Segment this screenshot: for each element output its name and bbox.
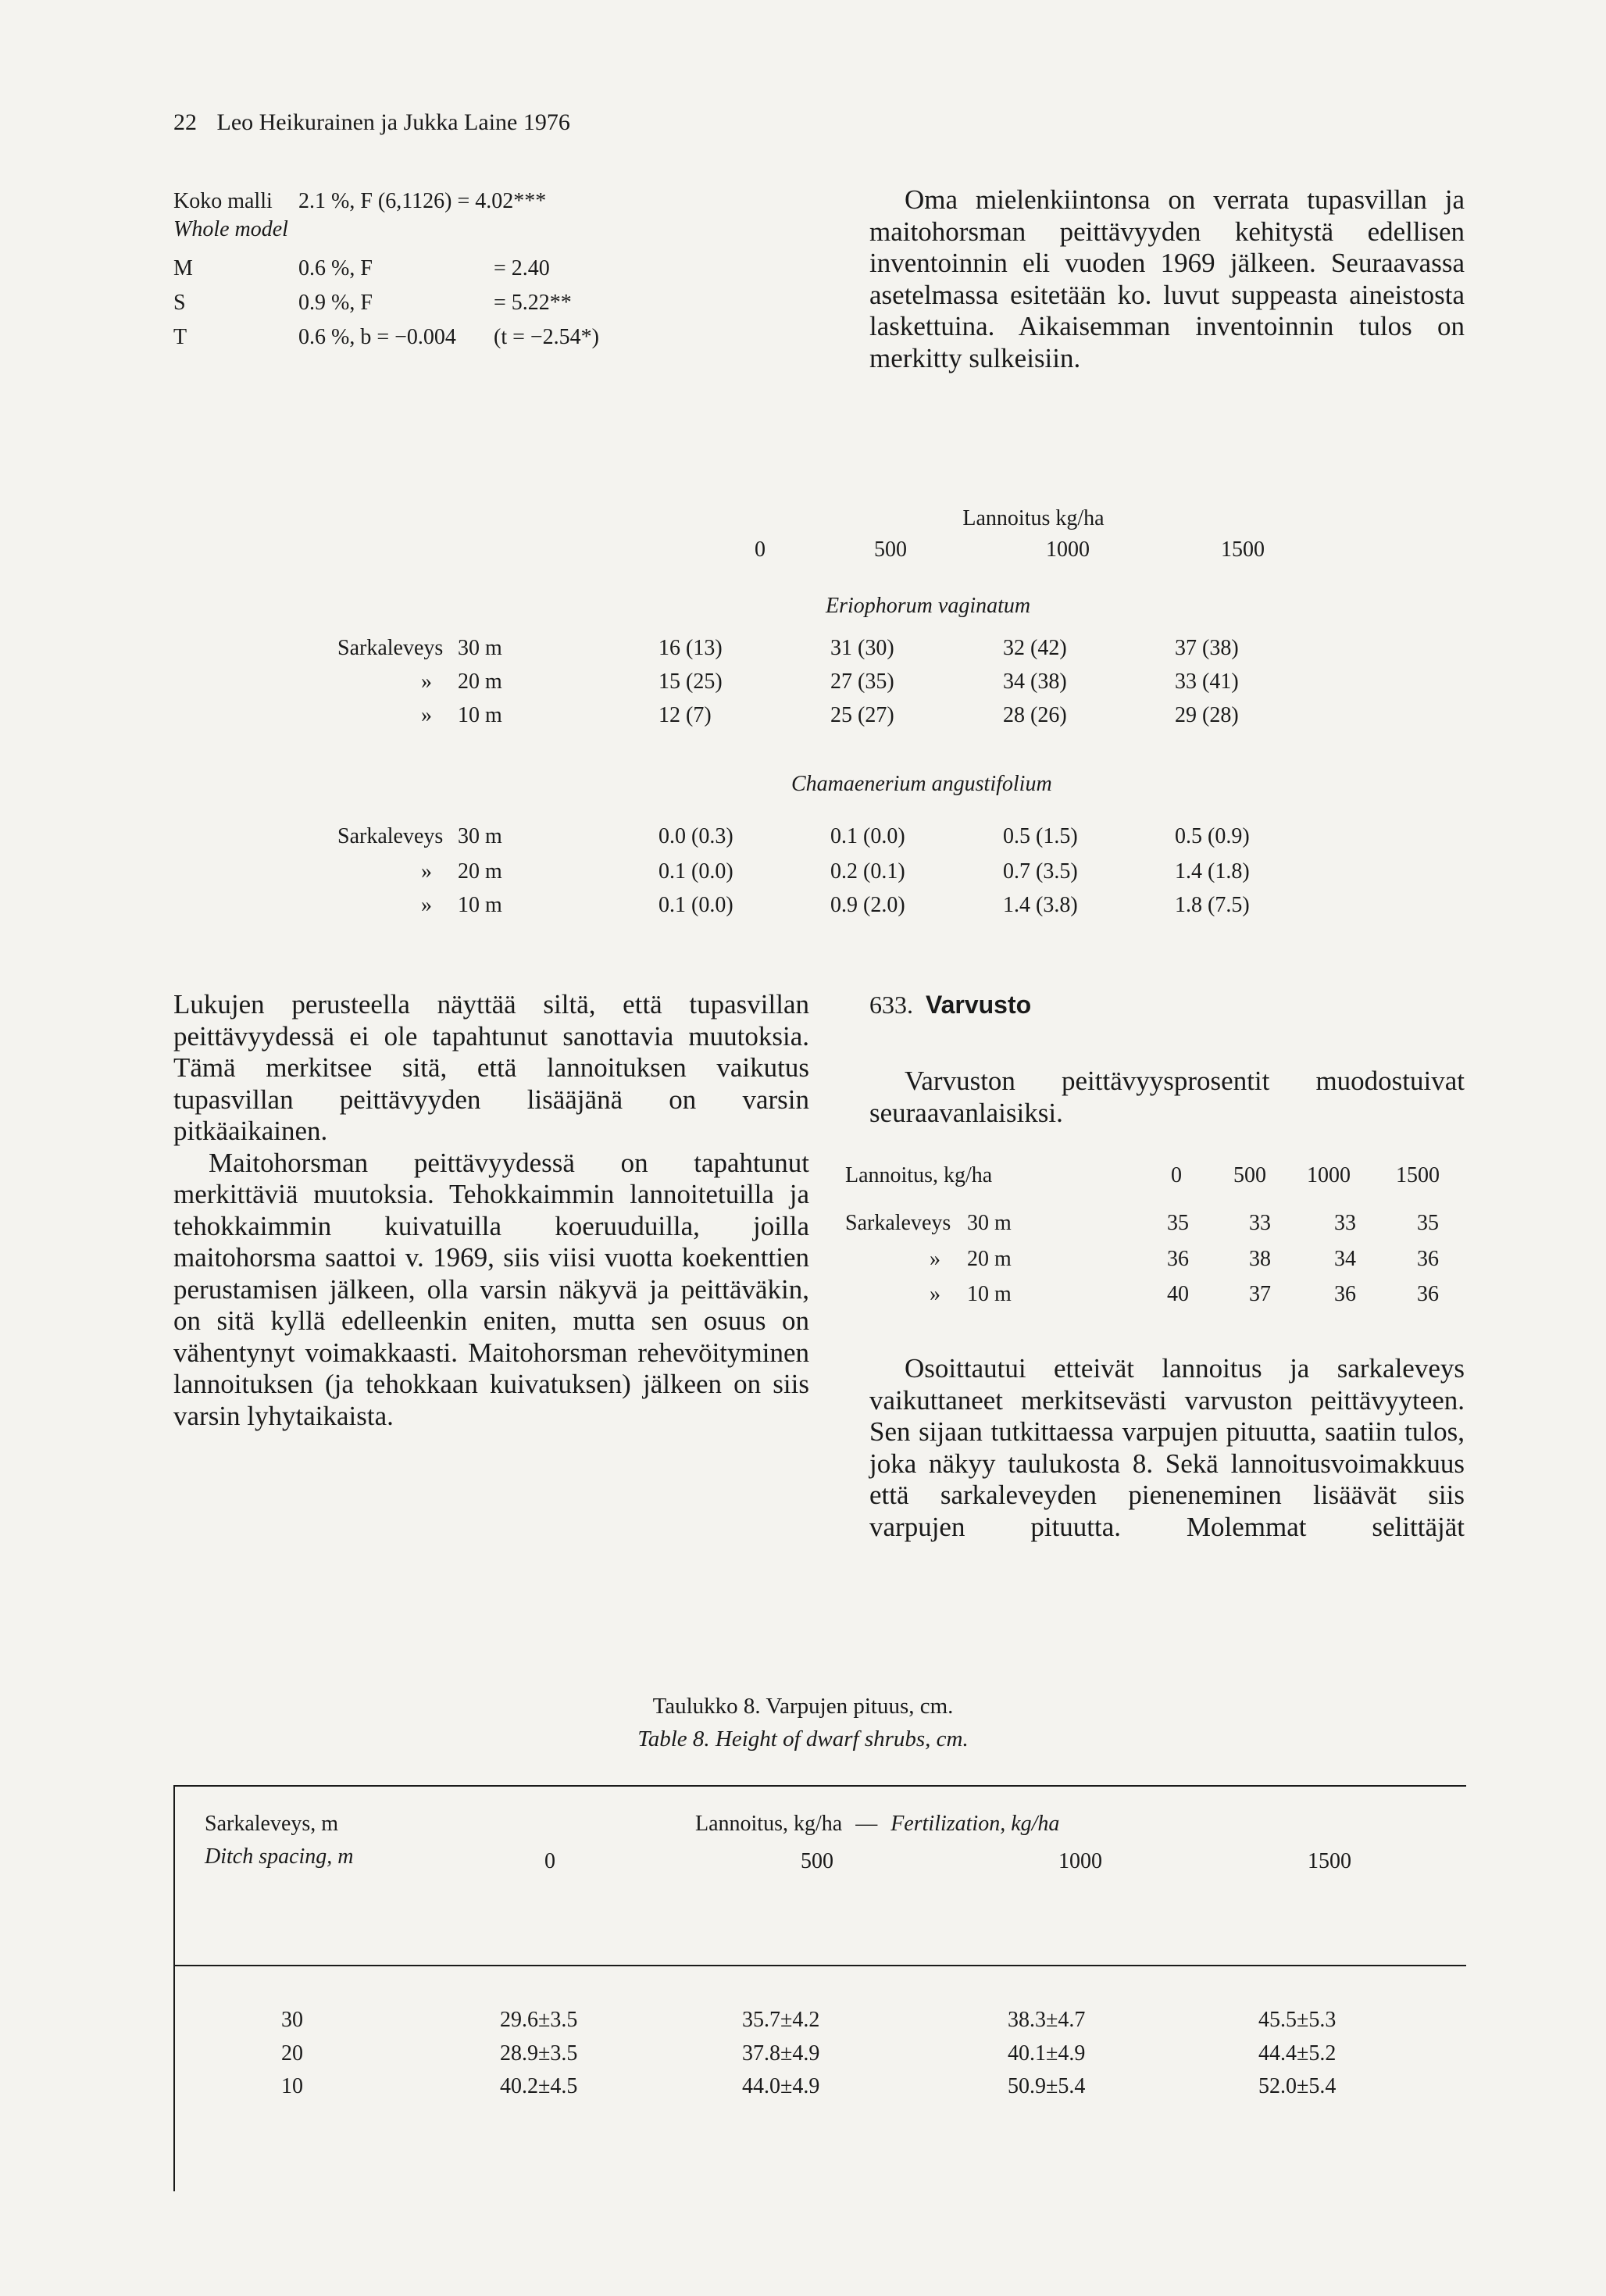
table1-cell: 34 (38) <box>1003 670 1067 694</box>
table1-col-header: 500 <box>874 537 907 562</box>
table8-cell: 52.0±5.4 <box>1258 2074 1337 2098</box>
right-paragraph-2 <box>869 1353 1465 1543</box>
table1-ditto: » <box>421 859 432 884</box>
table2-cell: 37 <box>1249 1282 1271 1306</box>
table1-col-header: 0 <box>755 537 766 562</box>
caption-en-text: Table 8. Height of dwarf shrubs, cm. <box>637 1726 969 1751</box>
stat-row-name: M <box>173 256 193 280</box>
table8-spacing: 10 <box>281 2074 303 2098</box>
table8-cell: 38.3±4.7 <box>1008 2008 1086 2032</box>
table1-cell: 32 (42) <box>1003 636 1067 660</box>
table2-spacing: 30 m <box>967 1211 1012 1235</box>
table2-cell: 34 <box>1334 1247 1356 1271</box>
table8-cell: 35.7±4.2 <box>742 2008 820 2032</box>
table1-cell: 1.4 (3.8) <box>1003 893 1078 917</box>
col-header-en: Fertilization, kg/ha <box>890 1812 1060 1836</box>
table1-header: Lannoitus kg/ha <box>962 506 1105 530</box>
table1-cell: 1.4 (1.8) <box>1175 859 1250 884</box>
table2-header-label: Lannoitus, kg/ha <box>845 1163 993 1187</box>
table1-cell: 0.7 (3.5) <box>1003 859 1078 884</box>
stat-row-name: S <box>173 291 186 315</box>
table2-col-header: 1500 <box>1396 1163 1440 1187</box>
left-paragraph-2: Maitohorsman peittävyydessä on tapahtunut merkittäviä muutoksia. Tehokkaimmin lannoitetuilla ja tehokkaimmin kuivatuilla koeruuduilla, joilla maitohorsma saattoi v. 1969, siis viisi vuotta koekenttien perustamisen jälkeen, olla varsin näkyvä ja peittäväkin, on sitä kyllä edelleenkin eniten, mutta sen osuus on vähentynyt voimakkaasti. Maitohorsman rehevöityminen lannoituksen (ja tehokkaan kuivatuksen) jälkeen on siis varsin lyhytaikaista. <box>173 1147 809 1431</box>
table2-spacing: 20 m <box>967 1247 1012 1271</box>
table1-cell: 0.5 (1.5) <box>1003 824 1078 848</box>
table2-cell: 35 <box>1167 1211 1189 1235</box>
table8-cell: 40.2±4.5 <box>500 2074 578 2098</box>
whole-model-label: Koko malli <box>173 189 273 213</box>
table1-cell: 29 (28) <box>1175 703 1239 727</box>
table1-col-header: 1500 <box>1221 537 1265 562</box>
right-text-1: Varvuston peittävyysprosentit muodostuivat seuraavanlaisiksi. <box>869 1066 1465 1128</box>
table1-cell: 0.1 (0.0) <box>658 893 733 917</box>
table8-header-rule <box>173 1965 1466 1966</box>
table8-caption-fi <box>0 1694 1606 1719</box>
table8-col-label: 1000 <box>1058 1849 1102 1873</box>
table1-cell: 37 (38) <box>1175 636 1239 660</box>
table1-ditto: » <box>421 703 432 727</box>
table2-cell: 33 <box>1334 1211 1356 1235</box>
table2-cell: 36 <box>1417 1247 1439 1271</box>
col-header-fi: Lannoitus, kg/ha <box>695 1812 843 1836</box>
table2-cell: 38 <box>1249 1247 1271 1271</box>
table1-cell: 28 (26) <box>1003 703 1067 727</box>
table1-group-title: Eriophorum vaginatum <box>826 594 1031 618</box>
table2-ditto: » <box>930 1247 940 1271</box>
table1-cell: 0.2 (0.1) <box>830 859 905 884</box>
section-number: 633. <box>869 991 913 1019</box>
table8-cell: 44.4±5.2 <box>1258 2041 1337 2066</box>
table2-cell: 36 <box>1417 1282 1439 1306</box>
table8-cell: 37.8±4.9 <box>742 2041 820 2066</box>
stat-row-value: 0.6 %, F <box>298 256 373 280</box>
intro-text: Oma mielenkiintonsa on verrata tupasvillan ja maitohorsman peittävyyden kehitystä edellisen inventoinnin eli vuoden 1969 jälkeen. Seuraavassa asetelmassa esitetään ko. luvut suppeasta aineistosta laskettuina. Aikaisemman inventoinnin tulos on merkitty sulkeisiin. <box>869 184 1465 373</box>
table2-cell: 36 <box>1334 1282 1356 1306</box>
table1-cell: 1.8 (7.5) <box>1175 893 1250 917</box>
table1-cell: 27 (35) <box>830 670 894 694</box>
table8 <box>173 1785 1466 2191</box>
table8-col-label: 1500 <box>1308 1849 1351 1873</box>
table2-ditto: » <box>930 1282 940 1306</box>
table8-row-header-en: Ditch spacing, m <box>205 1844 354 1869</box>
table1-cell: 31 (30) <box>830 636 894 660</box>
table2-cell: 40 <box>1167 1282 1189 1306</box>
stat-row-name: T <box>173 325 187 349</box>
table1-cell: 12 (7) <box>658 703 712 727</box>
table8-cell: 45.5±5.3 <box>1258 2008 1337 2032</box>
stat-row-stat: (t = −2.54*) <box>494 325 600 349</box>
stat-row-value: 0.6 %, b = −0.004 <box>298 325 456 349</box>
table1-ditto: » <box>421 893 432 917</box>
table2-cell: 35 <box>1417 1211 1439 1235</box>
table1-row-label: Sarkaleveys <box>337 636 444 660</box>
page-number: 22 <box>173 109 197 135</box>
table8-cell: 50.9±5.4 <box>1008 2074 1086 2098</box>
table1-cell: 15 (25) <box>658 670 723 694</box>
table1-group-title: Chamaenerium angustifolium <box>791 772 1052 796</box>
table1-cell: 0.1 (0.0) <box>830 824 905 848</box>
right-text-2: Osoittautui etteivät lannoitus ja sarkaleveys vaikuttaneet merkitsevästi varvuston peittävyyteen. Sen sijaan tutkittaessa varpujen pituutta, saatiin tulos, joka näkyy taulukosta 8. Sekä lannoitusvoimakkuus että sarkaleveyden pieneneminen lisäävät siis varpujen pituutta. Molemmat selittäjät <box>869 1353 1465 1542</box>
table1-spacing: 30 m <box>458 636 502 660</box>
caption-fi-text: Taulukko 8. Varpujen pituus, cm. <box>652 1694 954 1719</box>
table1-spacing: 10 m <box>458 703 502 727</box>
table2-cell: 36 <box>1167 1247 1189 1271</box>
table8-top-border <box>173 1785 1466 1787</box>
table8-spacing: 20 <box>281 2041 303 2066</box>
table2-cell: 33 <box>1249 1211 1271 1235</box>
table2-col-header: 1000 <box>1307 1163 1351 1187</box>
table1-spacing: 10 m <box>458 893 502 917</box>
table8-caption-en <box>0 1726 1606 1752</box>
whole-model-stat: 2.1 %, F (6,1126) = 4.02*** <box>298 189 547 213</box>
whole-model-label-en: Whole model <box>173 217 288 241</box>
table1-cell: 0.1 (0.0) <box>658 859 733 884</box>
left-paragraph-1: Lukujen perusteella näyttää siltä, että tupasvillan peittävyydessä ei ole tapahtunut sanottavia muutoksia. Tämä merkitsee sitä, että lannoituksen vaikutus tupasvillan peittävyyden lisääjänä on varsin pitkäaikainen. <box>173 989 809 1146</box>
table1-row-label: Sarkaleveys <box>337 824 444 848</box>
table8-cell: 28.9±3.5 <box>500 2041 578 2066</box>
table1-ditto: » <box>421 670 432 694</box>
col-header-dash: — <box>855 1812 878 1836</box>
table8-row-header-fi: Sarkaleveys, m <box>205 1812 339 1836</box>
stat-row-value: 0.9 %, F <box>298 291 373 315</box>
table2-row-label: Sarkaleveys <box>845 1211 951 1235</box>
table1-cell: 0.0 (0.3) <box>658 824 733 848</box>
table8-col-label: 0 <box>544 1849 555 1873</box>
table1-spacing: 20 m <box>458 859 502 884</box>
table8-col-label: 500 <box>801 1849 833 1873</box>
table1-cell: 0.9 (2.0) <box>830 893 905 917</box>
table1-cell: 16 (13) <box>658 636 723 660</box>
table1-cell: 25 (27) <box>830 703 894 727</box>
table8-col-header <box>695 1812 1059 1837</box>
stat-row-stat: = 5.22** <box>494 291 572 315</box>
table1-col-header: 1000 <box>1046 537 1090 562</box>
table2-col-header: 0 <box>1171 1163 1182 1187</box>
table2-spacing: 10 m <box>967 1282 1012 1306</box>
table8-cell: 29.6±3.5 <box>500 2008 578 2032</box>
stat-row-stat: = 2.40 <box>494 256 550 280</box>
table1-cell: 0.5 (0.9) <box>1175 824 1250 848</box>
section-title: Varvusto <box>926 991 1032 1019</box>
table1-spacing: 30 m <box>458 824 502 848</box>
table8-spacing: 30 <box>281 2008 303 2032</box>
table1-cell: 33 (41) <box>1175 670 1239 694</box>
header-authors: Leo Heikurainen ja Jukka Laine 1976 <box>216 109 570 135</box>
table8-cell: 44.0±4.9 <box>742 2074 820 2098</box>
table8-cell: 40.1±4.9 <box>1008 2041 1086 2066</box>
table8-left-border <box>173 1785 175 2191</box>
table1-spacing: 20 m <box>458 670 502 694</box>
table2-col-header: 500 <box>1233 1163 1266 1187</box>
